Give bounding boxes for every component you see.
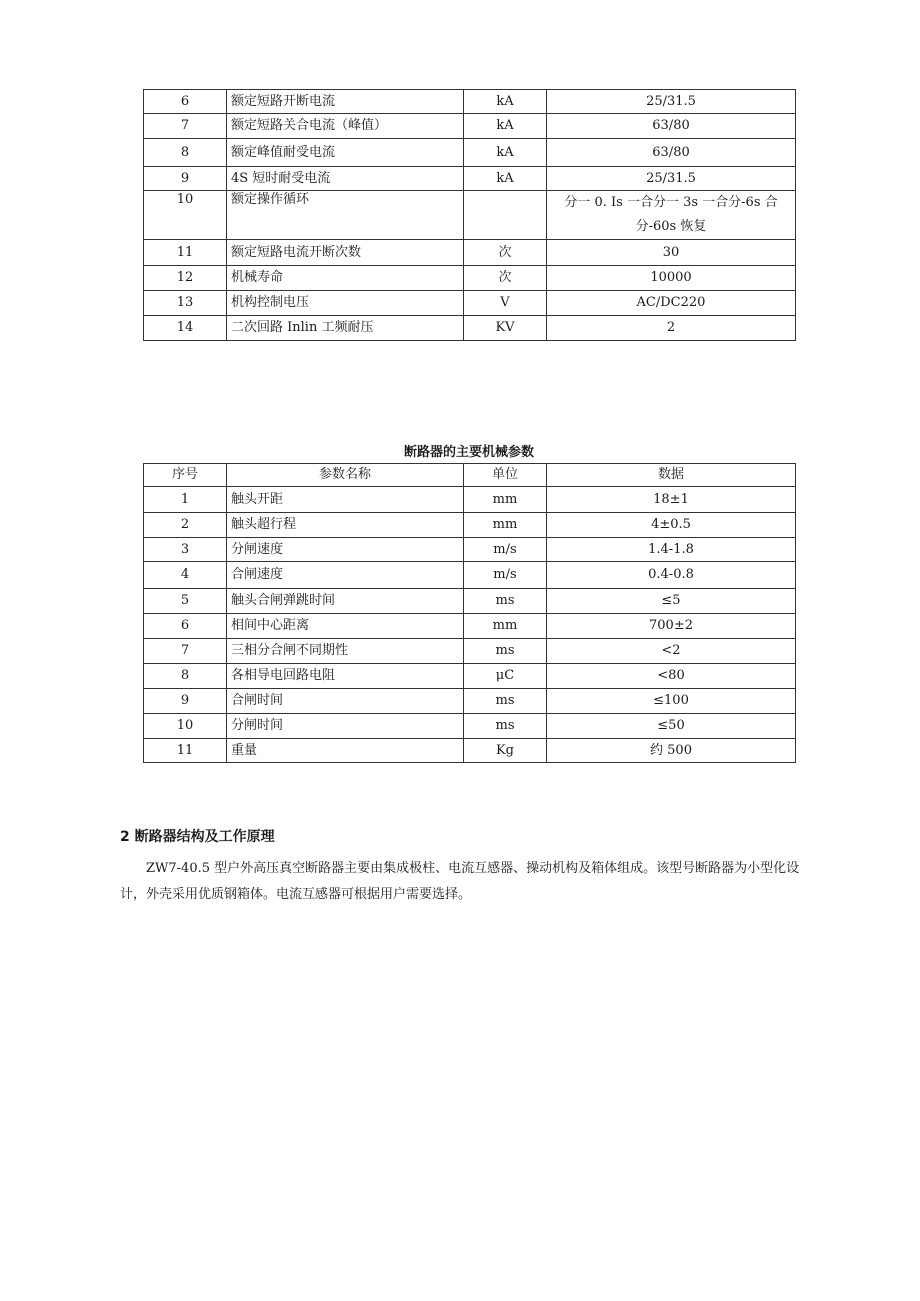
cell-value: 分一 0. Is 一合分一 3s 一合分-6s 合分-60s 恢复 bbox=[547, 191, 796, 240]
cell-value: AC/DC220 bbox=[547, 291, 796, 316]
cell-unit bbox=[464, 191, 547, 240]
cell-no: 3 bbox=[144, 538, 227, 562]
cell-no: 2 bbox=[144, 513, 227, 538]
table-row bbox=[144, 538, 796, 562]
cell-no: 7 bbox=[144, 639, 227, 664]
cell-unit: Kg bbox=[464, 739, 547, 763]
cell-name: 合闸速度 bbox=[227, 562, 464, 589]
table-row bbox=[144, 664, 796, 689]
cell-unit: 次 bbox=[464, 266, 547, 291]
cell-value: 700±2 bbox=[547, 614, 796, 639]
table-row bbox=[144, 614, 796, 639]
cell-unit: m/s bbox=[464, 562, 547, 589]
cell-unit: kA bbox=[464, 167, 547, 191]
cell-value: ≤100 bbox=[547, 689, 796, 714]
cell-no: 8 bbox=[144, 664, 227, 689]
cell-value: <80 bbox=[547, 664, 796, 689]
table-row bbox=[144, 739, 796, 763]
table-row bbox=[144, 114, 796, 139]
cell-name: 机械寿命 bbox=[227, 266, 464, 291]
header-value: 数据 bbox=[547, 464, 796, 487]
cell-unit: V bbox=[464, 291, 547, 316]
cell-name: 额定峰值耐受电流 bbox=[227, 139, 464, 167]
cell-value: 25/31.5 bbox=[547, 167, 796, 191]
table-row bbox=[144, 487, 796, 513]
cell-no: 12 bbox=[144, 266, 227, 291]
cell-no: 5 bbox=[144, 589, 227, 614]
mechanical-parameters-table bbox=[143, 463, 796, 763]
table-header-row bbox=[144, 464, 796, 487]
cell-unit: kA bbox=[464, 139, 547, 167]
cell-unit: m/s bbox=[464, 538, 547, 562]
cell-value: 2 bbox=[547, 316, 796, 341]
cell-value: 30 bbox=[547, 240, 796, 266]
header-unit: 单位 bbox=[464, 464, 547, 487]
cell-name: 触头超行程 bbox=[227, 513, 464, 538]
cell-name: 额定操作循环 bbox=[227, 191, 464, 240]
table-caption: 断路器的主要机械参数 bbox=[403, 445, 534, 460]
cell-name: 相间中心距离 bbox=[227, 614, 464, 639]
cell-value: 25/31.5 bbox=[547, 90, 796, 114]
cell-no: 13 bbox=[144, 291, 227, 316]
table-row bbox=[144, 291, 796, 316]
cell-no: 4 bbox=[144, 562, 227, 589]
cell-name: 重量 bbox=[227, 739, 464, 763]
cell-name: 分闸时间 bbox=[227, 714, 464, 739]
cell-unit: mm bbox=[464, 513, 547, 538]
cell-no: 7 bbox=[144, 114, 227, 139]
cell-name: 合闸时间 bbox=[227, 689, 464, 714]
electrical-parameters-table bbox=[143, 89, 796, 341]
cell-value: 63/80 bbox=[547, 139, 796, 167]
table-row bbox=[144, 689, 796, 714]
header-name: 参数名称 bbox=[227, 464, 464, 487]
table-row bbox=[144, 714, 796, 739]
cell-no: 11 bbox=[144, 240, 227, 266]
table-row bbox=[144, 167, 796, 191]
cell-value: 10000 bbox=[547, 266, 796, 291]
cell-value: 1.4-1.8 bbox=[547, 538, 796, 562]
cell-value: 0.4-0.8 bbox=[547, 562, 796, 589]
table-row bbox=[144, 90, 796, 114]
cell-value: <2 bbox=[547, 639, 796, 664]
table-row bbox=[144, 191, 796, 240]
cell-value: ≤50 bbox=[547, 714, 796, 739]
cell-unit: ms bbox=[464, 689, 547, 714]
cell-name: 触头合闸弹跳时间 bbox=[227, 589, 464, 614]
cell-value: 18±1 bbox=[547, 487, 796, 513]
cell-unit: ms bbox=[464, 714, 547, 739]
cell-value: 4±0.5 bbox=[547, 513, 796, 538]
cell-no: 6 bbox=[144, 614, 227, 639]
table-row bbox=[144, 240, 796, 266]
cell-unit: 次 bbox=[464, 240, 547, 266]
cell-name: 机构控制电压 bbox=[227, 291, 464, 316]
cell-unit: KV bbox=[464, 316, 547, 341]
cell-name: 额定短路电流开断次数 bbox=[227, 240, 464, 266]
table-row bbox=[144, 562, 796, 589]
cell-no: 10 bbox=[144, 714, 227, 739]
table-row bbox=[144, 139, 796, 167]
cell-unit: mm bbox=[464, 614, 547, 639]
cell-name: 4S 短时耐受电流 bbox=[227, 167, 464, 191]
cell-no: 1 bbox=[144, 487, 227, 513]
cell-name: 三相分合闸不同期性 bbox=[227, 639, 464, 664]
cell-name: 分闸速度 bbox=[227, 538, 464, 562]
cell-name: 各相导电回路电阻 bbox=[227, 664, 464, 689]
cell-no: 9 bbox=[144, 167, 227, 191]
cell-value: 63/80 bbox=[547, 114, 796, 139]
cell-unit: ms bbox=[464, 589, 547, 614]
cell-unit: mm bbox=[464, 487, 547, 513]
section-heading: 2 断路器结构及工作原理 bbox=[120, 829, 275, 845]
cell-unit: kA bbox=[464, 90, 547, 114]
cell-name: 额定短路开断电流 bbox=[227, 90, 464, 114]
cell-unit: kA bbox=[464, 114, 547, 139]
cell-no: 11 bbox=[144, 739, 227, 763]
cell-value: 约 500 bbox=[547, 739, 796, 763]
cell-no: 14 bbox=[144, 316, 227, 341]
cell-unit: ms bbox=[464, 639, 547, 664]
cell-no: 10 bbox=[144, 191, 227, 240]
cell-name: 触头开距 bbox=[227, 487, 464, 513]
cell-no: 9 bbox=[144, 689, 227, 714]
table-row bbox=[144, 639, 796, 664]
cell-no: 8 bbox=[144, 139, 227, 167]
cell-no: 6 bbox=[144, 90, 227, 114]
cell-unit: μC bbox=[464, 664, 547, 689]
table-row bbox=[144, 266, 796, 291]
table-row bbox=[144, 513, 796, 538]
cell-name: 二次回路 Inlin 工频耐压 bbox=[227, 316, 464, 341]
cell-value: ≤5 bbox=[547, 589, 796, 614]
section-paragraph: ZW7-40.5 型户外高压真空断路器主要由集成极柱、电流互感器、操动机构及箱体组成。该型号断路器为小型化设计，外壳采用优质钢箱体。电流互感器可根据用户需要选择。 bbox=[120, 861, 800, 902]
table-row bbox=[144, 316, 796, 341]
cell-name: 额定短路关合电流（峰值） bbox=[227, 114, 464, 139]
header-no: 序号 bbox=[144, 464, 227, 487]
table-row bbox=[144, 589, 796, 614]
